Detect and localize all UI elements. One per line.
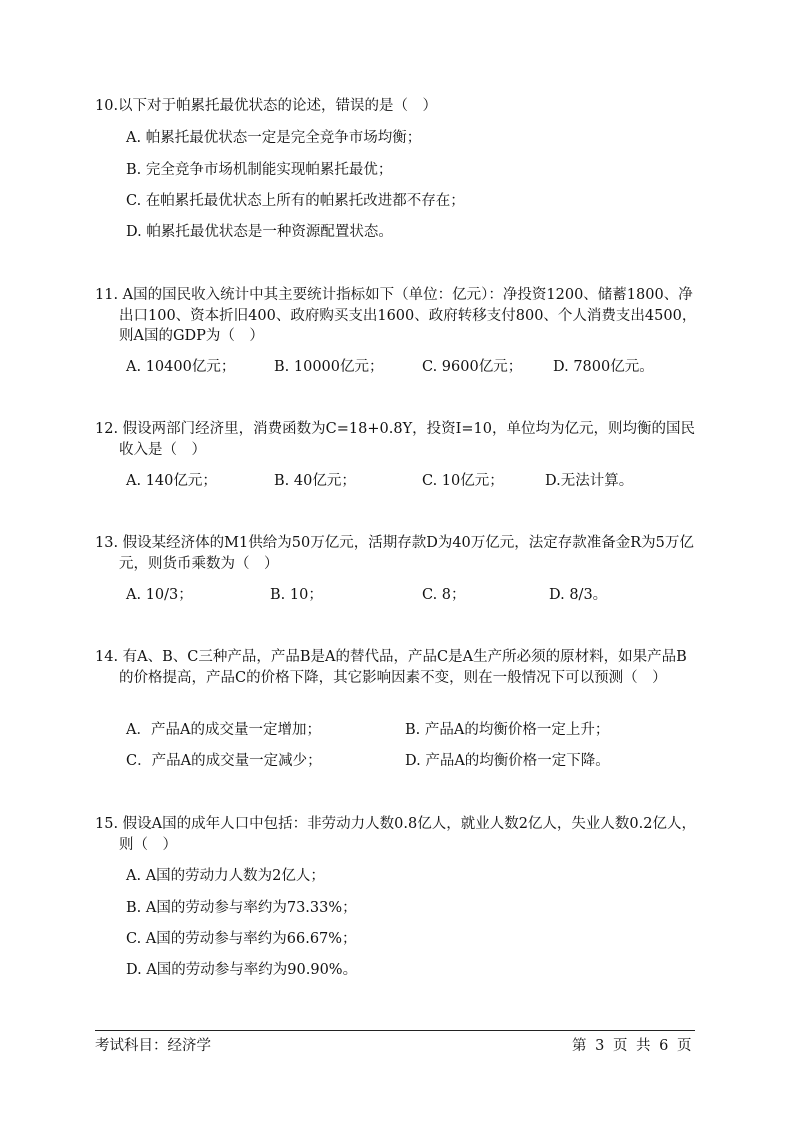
question-15-option-b: B. A国的劳动参与率约为73.33%； [126, 900, 357, 916]
question-10-option-c: C. 在帕累托最优状态上所有的帕累托改进都不存在； [126, 193, 465, 209]
question-10-option-d: D. 帕累托最优状态是一种资源配置状态。 [126, 224, 393, 240]
question-15-option-d: D. A国的劳动参与率约为90.90%。 [126, 962, 358, 978]
question-13-option-c: C. 8； [422, 587, 466, 603]
footer-page-number: 第 3 页 共 6 页 [572, 1038, 692, 1054]
question-13 [95, 533, 700, 574]
question-12-text: 12. 假设两部门经济里，消费函数为C=18+0.8Y，投资I=10，单位均为亿元，则均衡的国民收入是（ ） [95, 421, 695, 458]
question-11 [95, 285, 700, 347]
question-13-option-b: B. 10； [270, 587, 323, 603]
question-15-text: 15. 假设A国的成年人口中包括：非劳动力人数0.8亿人，就业人数2亿人，失业人数0.2亿人，则（ ） [95, 816, 696, 853]
question-12 [95, 419, 700, 460]
question-11-option-a: A. 10400亿元； [126, 359, 236, 375]
question-14-option-d: D. 产品A的均衡价格一定下降。 [405, 753, 610, 769]
question-11-option-b: B. 10000亿元； [274, 359, 384, 375]
question-12-option-a: A. 140亿元； [126, 473, 217, 489]
question-15 [95, 814, 700, 855]
question-12-option-b: B. 40亿元； [274, 473, 356, 489]
question-15-option-a: A. A国的劳动力人数为2亿人； [126, 868, 325, 884]
question-10-option-a: A. 帕累托最优状态一定是完全竞争市场均衡； [126, 130, 422, 146]
question-14-option-a: A．产品A的成交量一定增加； [126, 722, 321, 738]
question-14 [95, 647, 700, 688]
question-13-text: 13. 假设某经济体的M1供给为50万亿元，活期存款D为40万亿元，法定存款准备金R为5万亿元，则货币乘数为（ ） [95, 535, 694, 572]
question-10 [95, 96, 700, 117]
question-14-option-c: C．产品A的成交量一定减少； [126, 753, 322, 769]
question-12-option-c: C. 10亿元； [422, 473, 504, 489]
footer-subject: 考试科目：经济学 [95, 1038, 211, 1054]
question-11-option-c: C. 9600亿元； [422, 359, 523, 375]
question-10-text: 10.以下对于帕累托最优状态的论述，错误的是（ ） [95, 98, 438, 114]
question-15-option-c: C. A国的劳动参与率约为66.67%； [126, 931, 357, 947]
question-11-text: 11. A国的国民收入统计中其主要统计指标如下（单位：亿元）：净投资1200、储蓄1800、净出口100、资本折旧400、政府购买支出1600、政府转移支付800、个人消费支出4500，则A国的GDP为（ ） [95, 287, 697, 344]
footer-divider [95, 1030, 695, 1031]
question-14-option-b: B. 产品A的均衡价格一定上升； [405, 722, 610, 738]
question-14-text: 14. 有A、B、C三种产品，产品B是A的替代品，产品C是A生产所必须的原材料，如果产品B的价格提高，产品C的价格下降，其它影响因素不变，则在一般情况下可以预测（ ） [95, 649, 687, 686]
question-12-option-d: D.无法计算。 [545, 473, 634, 489]
question-11-option-d: D. 7800亿元。 [553, 359, 654, 375]
question-13-option-d: D. 8/3。 [549, 587, 608, 603]
question-10-option-b: B. 完全竞争市场机制能实现帕累托最优； [126, 162, 393, 178]
question-13-option-a: A. 10/3； [126, 587, 193, 603]
